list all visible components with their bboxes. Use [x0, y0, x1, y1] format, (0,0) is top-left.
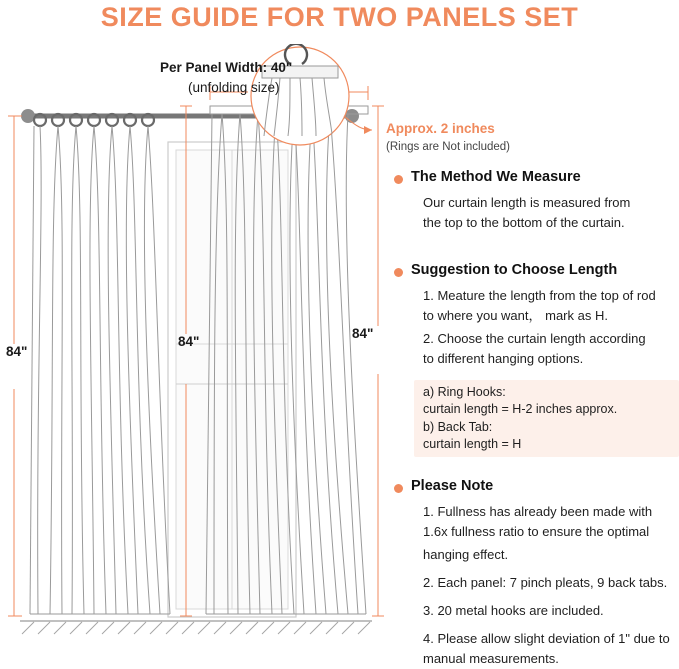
- approx-inches-sublabel: (Rings are Not included): [386, 141, 511, 153]
- section-body-method-line-1: Our curtain length is measured from: [423, 195, 631, 210]
- curtain-illustration: [0, 44, 392, 652]
- height-label-left: 84": [6, 344, 28, 359]
- note-line-4: curtain length = H: [423, 437, 522, 451]
- section-body-note-line-5: 3. 20 metal hooks are included.: [423, 603, 604, 618]
- section-body-suggestion-line-2: to where you want， mark as H.: [423, 308, 608, 323]
- note-line-2: curtain length = H-2 inches approx.: [423, 402, 618, 416]
- section-heading-please-note: Please Note: [411, 478, 494, 494]
- section-body-method-line-2: the top to the bottom of the curtain.: [423, 215, 625, 230]
- page-title: SIZE GUIDE FOR TWO PANELS SET: [100, 2, 579, 32]
- panel-width-sublabel: (unfolding size): [188, 80, 280, 95]
- section-body-note-line-1: 1. Fullness has already been made with: [423, 504, 653, 519]
- section-body-note-line-6: 4. Please allow slight deviation of 1" due to: [423, 631, 670, 646]
- height-label-right: 84": [352, 326, 374, 341]
- height-label-middle: 84": [178, 334, 200, 349]
- section-body-note-line-2: 1.6x fullness ratio to ensure the optimal: [423, 524, 650, 539]
- bullet-icon-please-note: [394, 484, 403, 493]
- section-body-note-line-4: 2. Each panel: 7 pinch pleats, 9 back tabs.: [423, 575, 668, 590]
- section-body-note-line-7: manual measurements.: [423, 651, 559, 666]
- section-body-note-line-3: hanging effect.: [423, 547, 509, 562]
- note-line-1: a) Ring Hooks:: [423, 385, 506, 399]
- note-line-3: b) Back Tab:: [423, 420, 493, 434]
- bullet-icon-suggestion: [394, 268, 403, 277]
- section-body-suggestion-line-3: 2. Choose the curtain length according: [423, 331, 646, 346]
- section-body-suggestion-line-4: to different hanging options.: [423, 351, 584, 366]
- guide-text-column: [386, 44, 679, 666]
- panel-width-label: Per Panel Width: 40": [160, 60, 293, 75]
- section-body-suggestion-line-1: 1. Meature the length from the top of rod: [423, 288, 656, 303]
- section-heading-method: The Method We Measure: [411, 169, 581, 185]
- section-heading-suggestion: Suggestion to Choose Length: [411, 262, 618, 278]
- approx-inches-label: Approx. 2 inches: [386, 121, 495, 136]
- bullet-icon-method: [394, 175, 403, 184]
